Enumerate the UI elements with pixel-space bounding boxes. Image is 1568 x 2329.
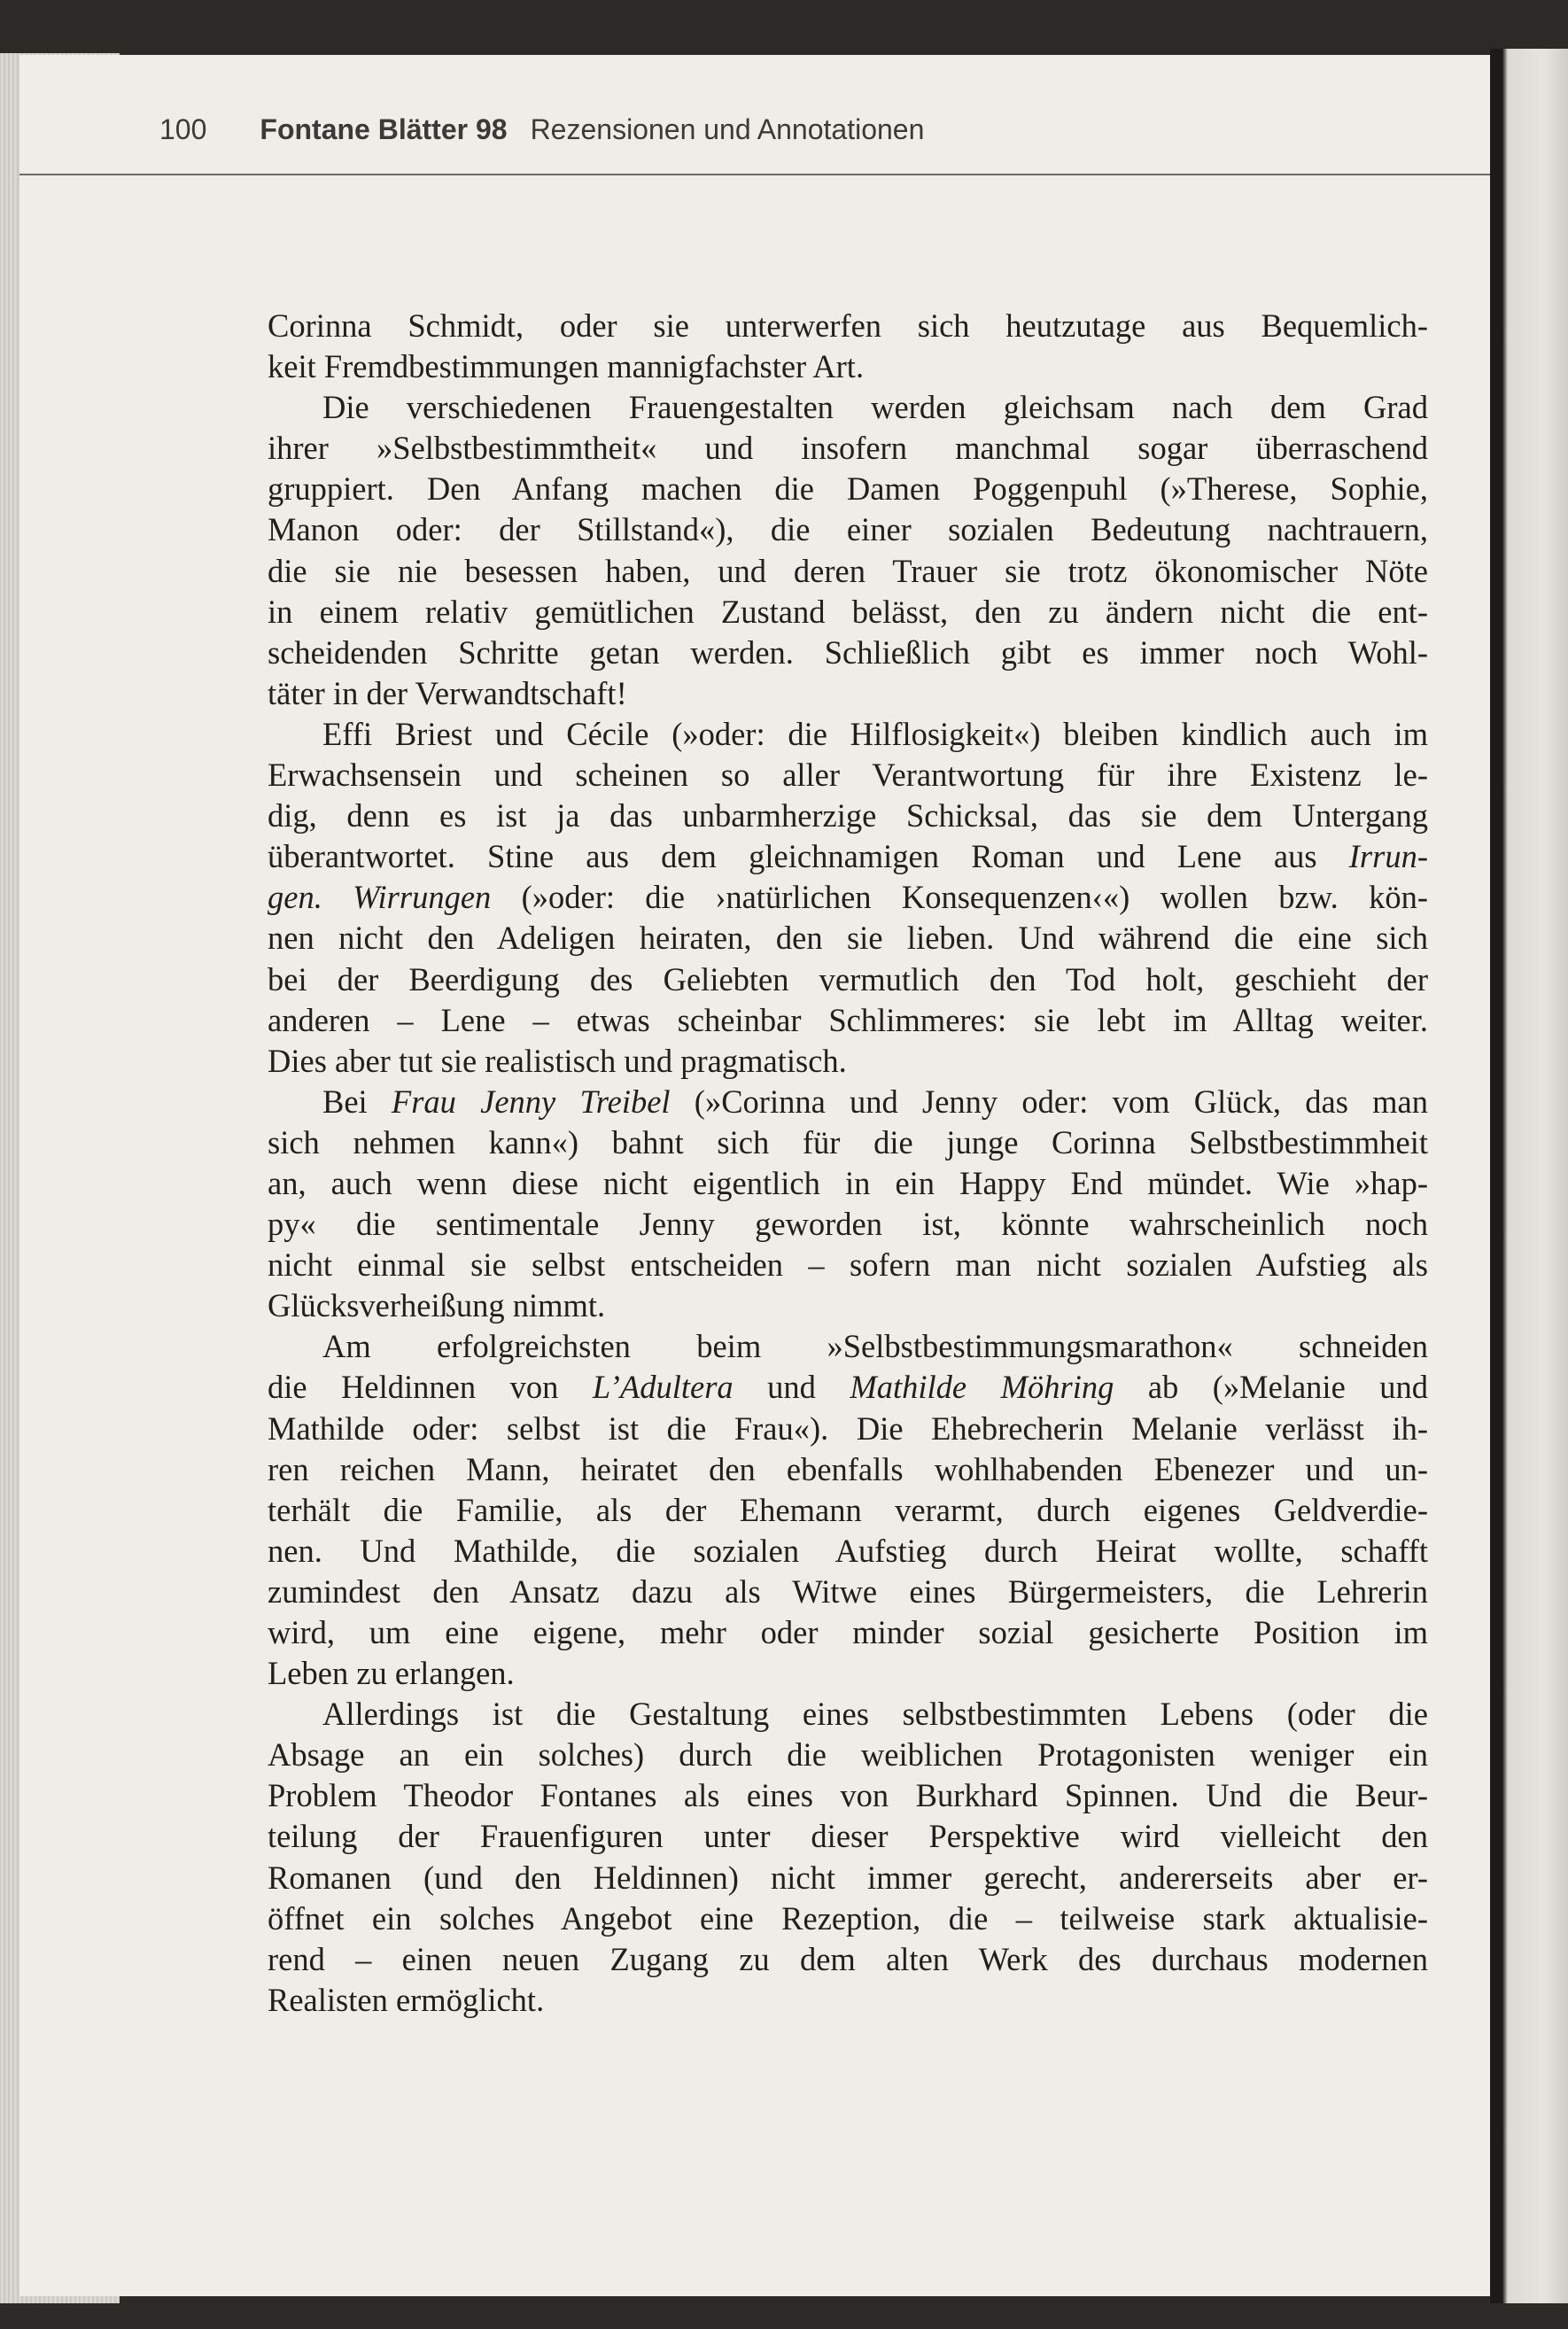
text-line: Absage an ein solches) durch die weiblichen Protagonisten weniger ein — [268, 1736, 1428, 1774]
text-line: terhält die Familie, als der Ehemann verarmt, durch eigenes Geldverdie- — [268, 1491, 1428, 1528]
text-line: Am erfolgreichsten beim »Selbstbestimmungsmarathon« schneiden — [322, 1328, 1428, 1365]
text-line: Dies aber tut sie realistisch und pragmatisch. — [268, 1042, 847, 1079]
text-line: teilung der Frauenfiguren unter dieser Perspektive wird vielleicht den — [268, 1818, 1428, 1855]
text-line: rend – einen neuen Zugang zu dem alten Werk des durchaus modernen — [268, 1940, 1428, 1977]
page-number: 100 — [159, 113, 207, 145]
text-line: bei der Beerdigung des Geliebten vermutlich den Tod holt, geschieht der — [268, 960, 1428, 998]
text-line: dig, denn es ist ja das unbarmherzige Schicksal, das sie dem Untergang — [268, 797, 1428, 835]
text-line: die sie nie besessen haben, und deren Trauer sie trotz ökonomischer Nöte — [268, 552, 1428, 589]
journal-title: Fontane Blätter 98 — [260, 113, 508, 145]
text-line: täter in der Verwandtschaft! — [268, 674, 627, 711]
text-line: gruppiert. Den Anfang machen die Damen Poggenpuhl (»Therese, Sophie, — [268, 470, 1428, 508]
paragraph — [268, 387, 1428, 714]
text-line: gen. Wirrungen (»oder: die ›natürlichen Konsequenzen‹«) wollen bzw. kön- — [268, 879, 1429, 916]
text-line: in einem relativ gemütlichen Zustand belässt, den zu ändern nicht die ent- — [268, 593, 1428, 630]
text-line: Effi Briest und Cécile (»oder: die Hilflosigkeit«) bleiben kindlich auch im — [322, 715, 1428, 752]
text-line: nen nicht den Adeligen heiraten, den sie lieben. Und während die eine sich — [268, 920, 1428, 957]
paragraph — [268, 1694, 1428, 2021]
header-rule — [19, 174, 1490, 175]
section-title: Rezensionen und Annotationen — [530, 113, 925, 145]
text-line: keit Fremdbestimmungen mannigfachster Art. — [268, 348, 865, 385]
paragraph — [268, 306, 1428, 387]
text-line: an, auch wenn diese nicht eigentlich in ein Happy End mündet. Wie »hap- — [268, 1164, 1428, 1201]
text-line: Corinna Schmidt, oder sie unterwerfen sich heutzutage aus Bequemlich- — [268, 307, 1428, 344]
text-line: Mathilde oder: selbst ist die Frau«). Die Ehebrecherin Melanie verlässt ih- — [268, 1409, 1428, 1447]
text-line: Allerdings ist die Gestaltung eines selbstbestimmten Lebens (oder die — [322, 1696, 1428, 1733]
text-line: Problem Theodor Fontanes als eines von Burkhard Spinnen. Und die Beur- — [268, 1777, 1428, 1814]
text-line: die Heldinnen von L’Adultera und Mathilde Möhring ab (»Melanie und — [268, 1369, 1428, 1406]
text-line: py« die sentimentale Jenny geworden ist, könnte wahrscheinlich noch — [268, 1206, 1428, 1243]
text-line: sich nehmen kann«) bahnt sich für die junge Corinna Selbstbestimmheit — [268, 1123, 1428, 1161]
text-line: wird, um eine eigene, mehr oder minder sozial gesicherte Position im — [268, 1614, 1428, 1650]
facing-page-edge — [1490, 49, 1568, 2303]
text-line: nen. Und Mathilde, die sozialen Aufstieg durch Heirat wollte, schafft — [268, 1532, 1428, 1569]
text-line: ihrer »Selbstbestimmtheit« und insofern manchmal sogar überraschend — [268, 430, 1428, 467]
text-line: öffnet ein solches Angebot eine Rezeption, die – teilweise stark aktualisie- — [268, 1899, 1428, 1937]
text-line: scheidenden Schritte getan werden. Schließlich gibt es immer noch Wohl- — [268, 633, 1428, 671]
paragraph — [268, 1082, 1428, 1327]
text-line: Manon oder: der Stillstand«), die einer sozialen Bedeutung nachtrauern, — [268, 511, 1428, 548]
text-line: Leben zu erlangen. — [268, 1655, 515, 1692]
paragraph — [268, 1326, 1428, 1694]
running-head — [159, 113, 924, 158]
text-line: Die verschiedenen Frauengestalten werden gleichsam nach dem Grad — [322, 389, 1428, 426]
text-line: Glücksverheißung nimmt. — [268, 1287, 606, 1324]
text-line: anderen – Lene – etwas scheinbar Schlimmeres: sie lebt im Alltag weiter. — [268, 1001, 1428, 1038]
text-line: zumindest den Ansatz dazu als Witwe eines Bürgermeisters, die Lehrerin — [268, 1572, 1428, 1610]
paragraph — [268, 714, 1428, 1082]
text-line: Erwachsensein und scheinen so aller Verantwortung für ihre Existenz le- — [268, 757, 1428, 794]
body-text — [268, 306, 1428, 2021]
text-line: Romanen (und den Heldinnen) nicht immer gerecht, andererseits aber er- — [268, 1859, 1428, 1896]
text-line: nicht einmal sie selbst entscheiden – sofern man nicht sozialen Aufstieg als — [268, 1246, 1428, 1284]
text-line: überantwortet. Stine aus dem gleichnamigen Roman und Lene aus Irrun- — [268, 838, 1428, 875]
text-line: Realisten ermöglicht. — [268, 1981, 545, 2018]
text-line: Bei Frau Jenny Treibel (»Corinna und Jenny oder: vom Glück, das man — [322, 1083, 1429, 1120]
text-line: ren reichen Mann, heiratet den ebenfalls wohlhabenden Ebenezer und un- — [268, 1450, 1428, 1487]
